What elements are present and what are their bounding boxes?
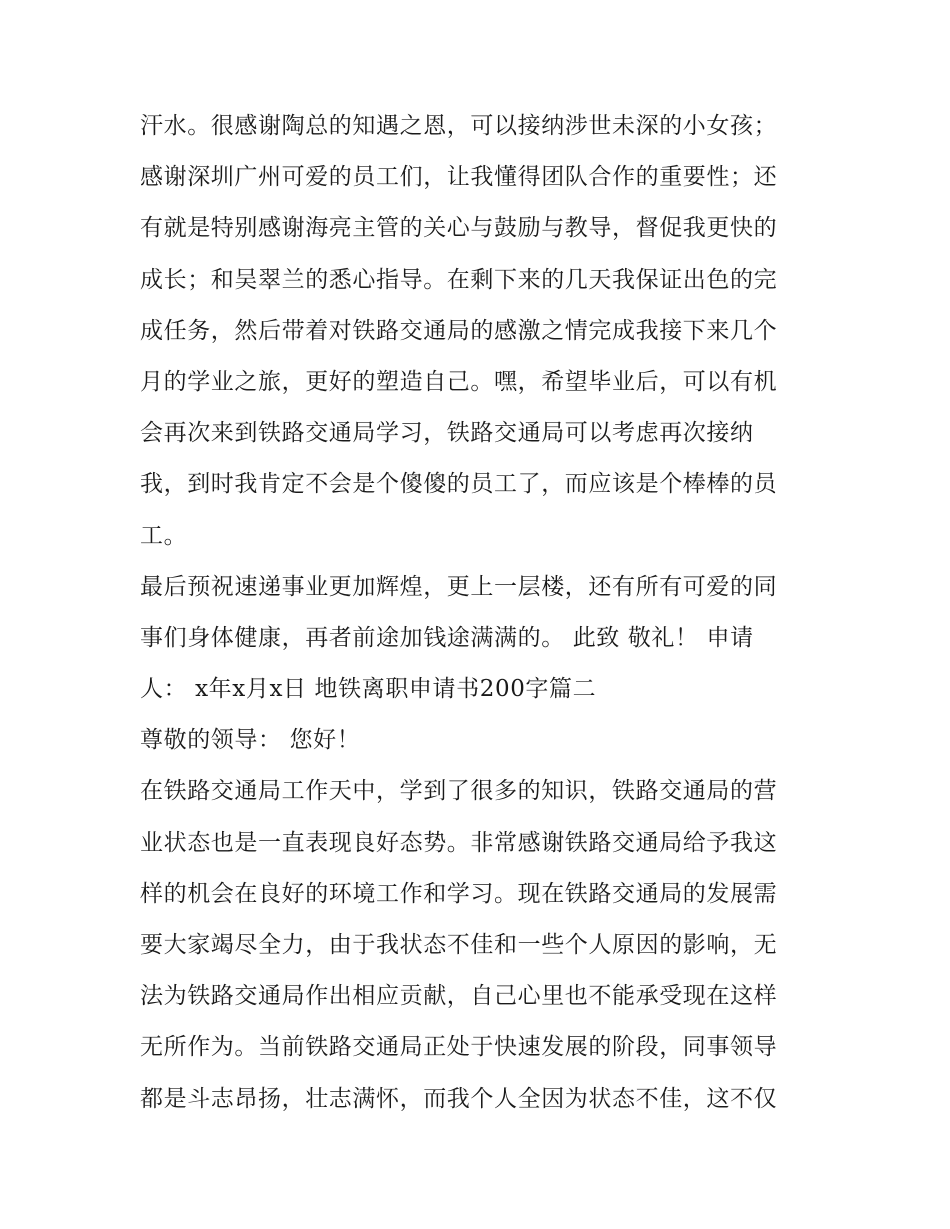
text-line: 人： x年x月x日 地铁离职申请书200字篇二 [140,676,597,703]
document-body [140,101,820,1125]
text-line: 都是斗志昂扬，壮志满怀，而我个人全因为状态不佳，这不仅 [140,1085,778,1112]
text-line: 法为铁路交通局作出相应贡献，自己心里也不能承受现在这样 [140,983,778,1010]
text-line: 我，到时我肯定不会是个傻傻的员工了，而应该是个棒棒的员 [140,471,778,498]
text-line: 汗水。很感谢陶总的知遇之恩，可以接纳涉世未深的小女孩； [140,113,778,139]
text-line: 工。 [140,522,188,549]
text-line: 业状态也是一直表现良好态势。非常感谢铁路交通局给予我这 [140,829,778,856]
text-line: 要大家竭尽全力，由于我状态不佳和一些个人原因的影响，无 [140,932,778,958]
text-line: 事们身体健康，再者前途加钱途满满的。 此致 敬礼！ 申请 [140,624,754,651]
text-line: 月的学业之旅，更好的塑造自己。嘿，希望毕业后，可以有机 [140,368,778,395]
text-line: 无所作为。当前铁路交通局正处于快速发展的阶段，同事领导 [140,1034,778,1061]
text-line: 成任务，然后带着对铁路交通局的感激之情完成我接下来几个 [140,317,778,344]
text-line: 成长；和吴翠兰的悉心指导。在剩下来的几天我保证出色的完 [140,266,778,293]
text-line: 感谢深圳广州可爱的员工们，让我懂得团队合作的重要性；还 [140,164,778,191]
text-line: 最后预祝速递事业更加辉煌，更上一层楼，还有所有可爱的同 [140,573,778,600]
text-line: 在铁路交通局工作天中，学到了很多的知识，铁路交通局的营 [140,778,778,805]
text-line: 尊敬的领导： 您好！ [140,727,361,754]
text-line: 有就是特别感谢海亮主管的关心与鼓励与教导，督促我更快的 [140,215,778,242]
text-line: 会再次来到铁路交通局学习，铁路交通局可以考虑再次接纳 [140,420,754,447]
text-line: 样的机会在良好的环境工作和学习。现在铁路交通局的发展需 [140,880,778,907]
